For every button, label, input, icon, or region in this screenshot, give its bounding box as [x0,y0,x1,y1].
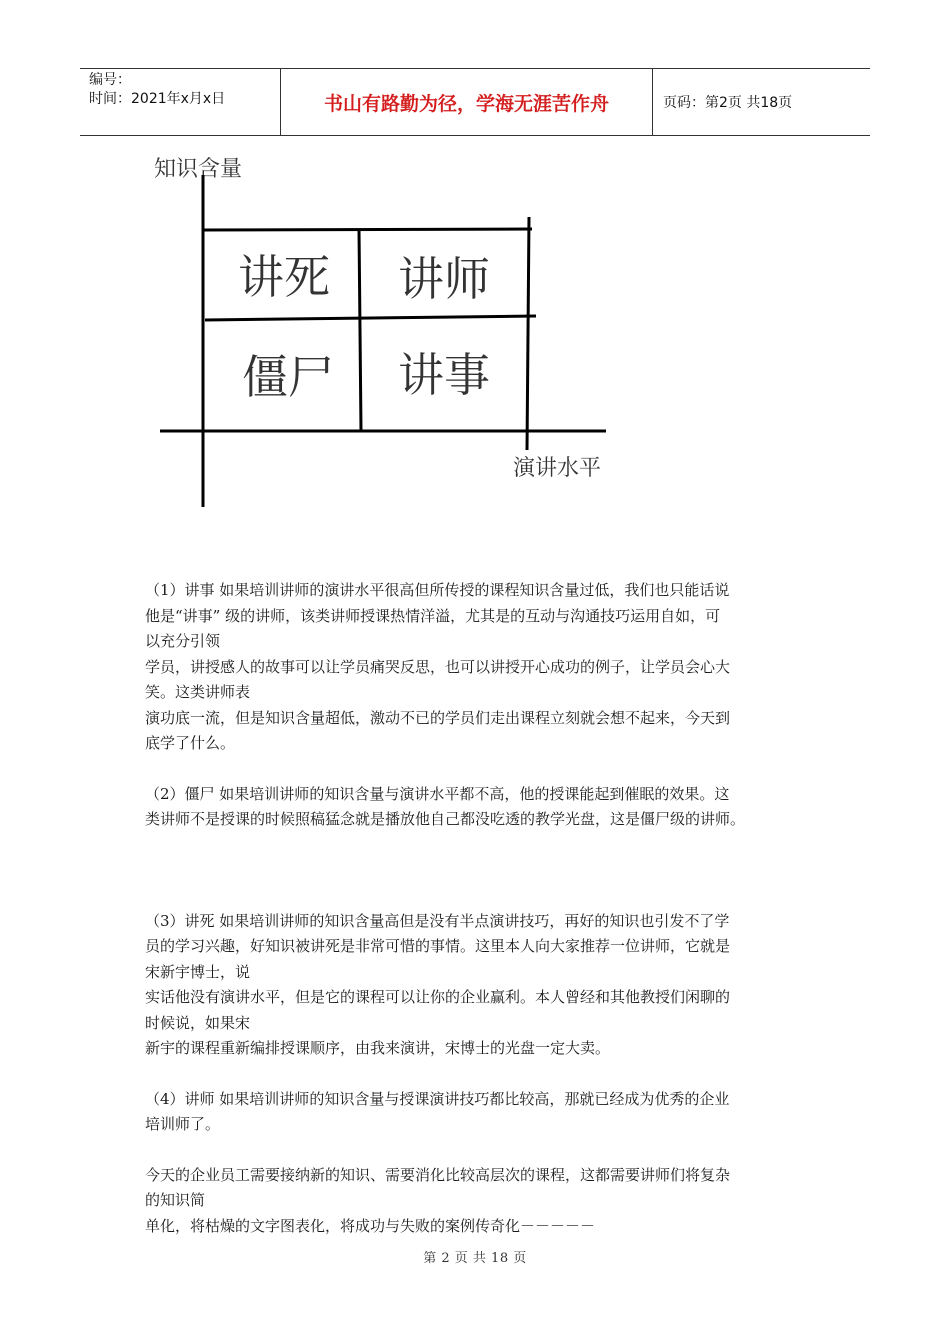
text-line: 时候说，如果宋 [145,1013,251,1032]
text-line: 实话他没有演讲水平，但是它的课程可以让你的企业赢利。本人曾经和其他教授们闲聊的 [145,988,731,1006]
text-line: （3）讲死 如果培训讲师的知识含量高但是没有半点演讲技巧，再好的知识也引发不了学 [145,911,730,930]
paragraph-jiangsi [145,909,810,1062]
header-page-info: 页码：第2页 共18页 [663,95,793,111]
text-line: （4）讲师 如果培训讲师的知识含量与授课演讲技巧都比较高，那就已经成为优秀的企业 [145,1089,730,1108]
text-line: 今天的企业员工需要接纳新的知识、需要消化比较高层次的课程，这都需要讲师们将复杂 [145,1165,731,1184]
text-line: 学员，讲授感人的故事可以让学员痛哭反思，也可以讲授开心成功的例子，让学员会心大 [145,657,731,676]
text-line: 宋新宇博士，说 [145,962,251,981]
text-line: 培训师了。 [145,1115,221,1133]
grid-top-line [202,229,532,230]
text-line: 他是“讲事” 级的讲师，该类讲师授课热情洋溢，尤其是的互动与沟通技巧运用自如，可 [145,606,721,625]
grid-right-line [527,217,529,450]
quadrant-jiangshi-teacher: 讲师 [398,252,490,306]
text-line: （1）讲事 如果培训讲师的演讲水平很高但所传授的课程知识含量过低，我们也只能话说 [145,581,730,599]
paragraph-zombie [145,782,810,833]
header-meta [80,69,281,135]
text-line: 的知识简 [145,1191,206,1209]
page-header [80,68,870,136]
quadrant-jiangshi-zombie: 僵尸 [242,350,334,404]
text-line: 以充分引领 [145,632,221,650]
quadrant-jiangshi-story: 讲事 [398,348,490,402]
x-axis-label: 演讲水平 [513,456,602,481]
paragraph-teacher [145,1087,810,1138]
y-axis-label: 知识含量 [154,157,243,182]
text-line: 单化，将枯燥的文字图表化，将成功与失败的案例传奇化－－－－－ [145,1216,596,1235]
paragraph-conclusion [145,1163,810,1240]
text-line: 笑。这类讲师表 [145,683,251,701]
text-line: 底学了什么。 [145,734,236,752]
time-label: 时间：2021年x月x日 [89,91,226,107]
page-footer: 第 2 页 共 18 页 [423,1251,527,1266]
text-line: 员的学习兴趣，好知识被讲死是非常可惜的事情。这里本人向大家推荐一位讲师，它就是 [145,937,731,955]
header-motto: 书山有路勤为径，学海无涯苦作舟 [281,69,653,135]
grid-middle-line [205,316,536,320]
number-label: 编号： [89,72,131,88]
quadrant-diagram [140,145,620,515]
text-line: （2）僵尸 如果培训讲师的知识含量与演讲水平都不高，他的授课能起到催眠的效果。这 [145,784,730,803]
grid-center-line [359,229,361,431]
text-line: 新宇的课程重新编排授课顺序，由我来演讲，宋博士的光盘一定大卖。 [145,1039,611,1057]
text-line: 演功底一流，但是知识含量超低，激动不已的学员们走出课程立刻就会想不起来，今天到 [145,708,731,727]
text-line: 类讲师不是授课的时候照稿猛念就是播放他自己都没吃透的教学光盘，这是僵尸级的讲师。 [145,810,746,828]
paragraph-jiangshi-story [145,578,810,757]
body-text [145,578,810,1239]
quadrant-jiangsi: 讲死 [238,250,330,304]
